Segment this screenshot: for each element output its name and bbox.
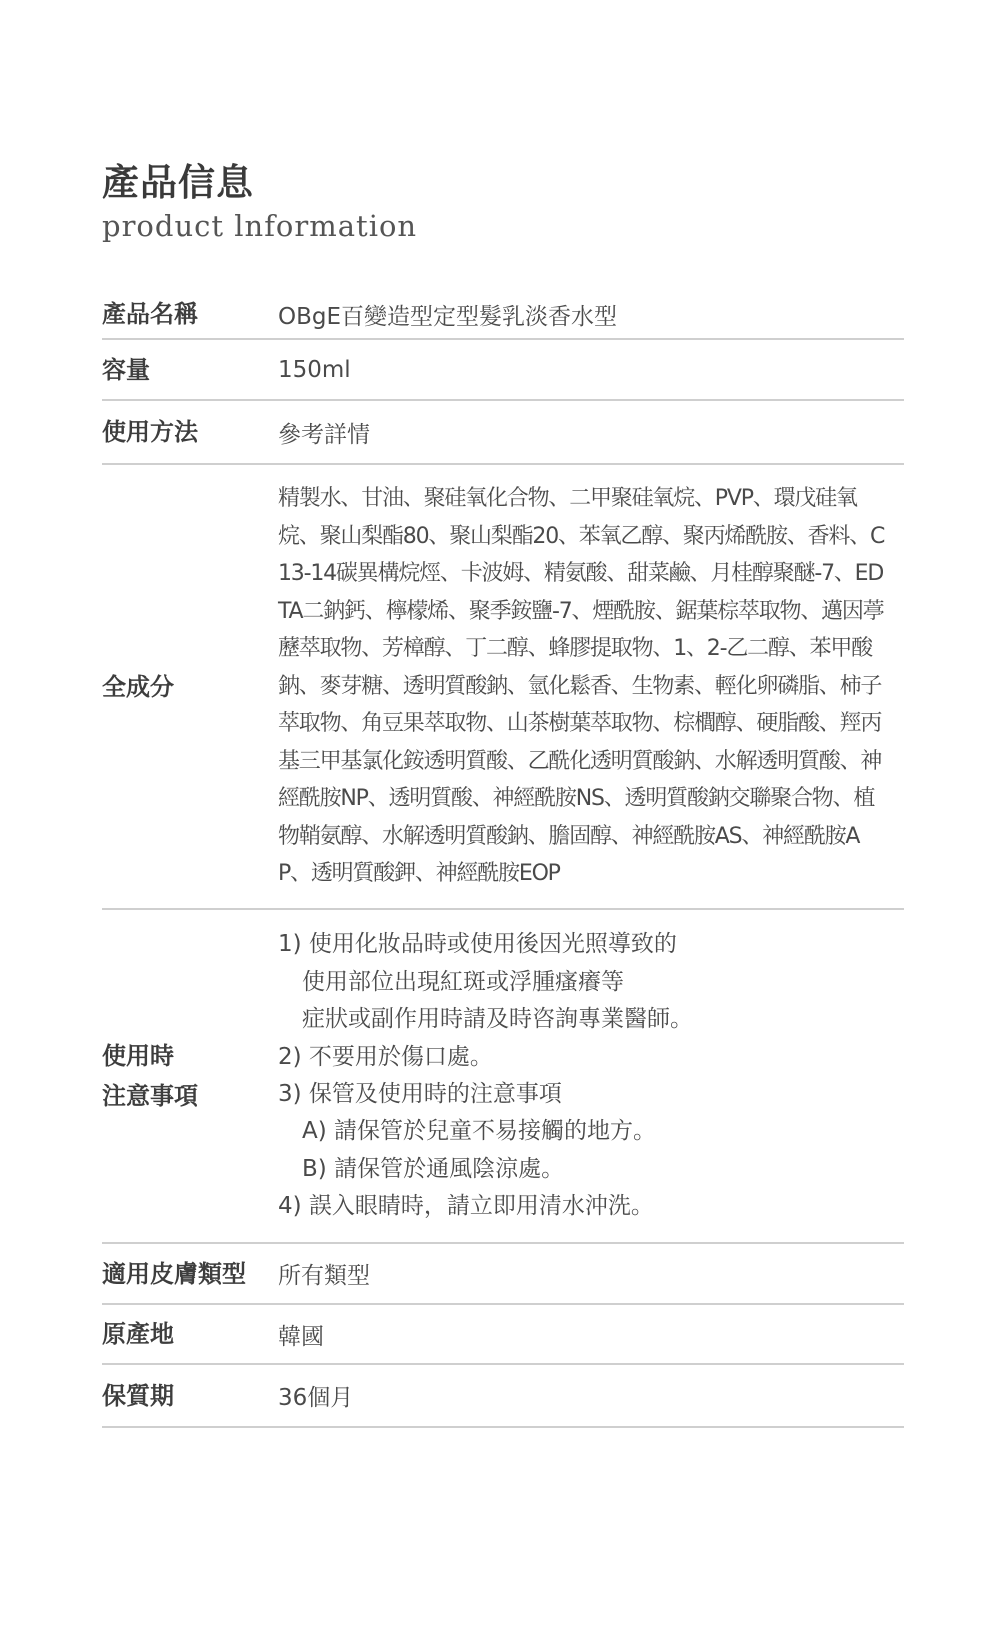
row-origin (102, 1305, 904, 1365)
row-label: 容量 (102, 355, 150, 384)
row-shelf-life (102, 1365, 904, 1428)
precaution-line: B) 請保管於通風陰涼處。 (302, 1155, 565, 1182)
row-value: 36個月 (278, 1385, 354, 1411)
row-label: 適用皮膚類型 (102, 1259, 246, 1288)
product-info-table (102, 290, 904, 1428)
row-skin-type (102, 1244, 904, 1305)
precaution-line: 2) 不要用於傷口處。 (278, 1043, 493, 1070)
row-label: 使用方法 (102, 418, 198, 446)
section-heading (102, 160, 417, 246)
ingredients-text: 精製水、甘油、聚硅氧化合物、二甲聚硅氧烷、PVP、環戊硅氧烷、聚山梨酯80、聚山梨酯20、苯氧乙醇、聚丙烯酰胺、香料、C13-14碳異構烷烴、卡波姆、精氨酸、甜菜鹼、月桂醇聚醚-7、EDTA二鈉鈣、檸檬烯、聚季銨鹽-7、煙酰胺、鋸葉棕萃取物、邁因葶藶萃取物、芳樟醇、丁二醇、蜂膠提取物、1、2-乙二醇、苯甲酸鈉、麥芽糖、透明質酸鈉、氫化鬆香、生物素、輕化卵磷脂、柿子萃取物、角豆果萃取物、山茶樹葉萃取物、棕櫚醇、硬脂酸、羥丙基三甲基氯化銨透明質酸、乙酰化透明質酸鈉、水解透明質酸、神經酰胺NP、透明質酸、神經酰胺NS、透明質酸鈉交聯聚合物、植物鞘氨醇、水解透明質酸鈉、膽固醇、神經酰胺AS、神經酰胺AP、透明質酸鉀、神經酰胺EOP (278, 486, 885, 887)
page-subtitle: product lnformation (102, 209, 418, 243)
row-value-wrap (278, 465, 904, 908)
row-product-name (102, 290, 904, 340)
row-volume (102, 340, 904, 401)
row-label: 使用時 注意事項 (102, 1042, 198, 1110)
precaution-line: 症狀或副作用時請及時咨詢專業醫師。 (302, 1006, 693, 1033)
precautions-list (278, 926, 693, 1225)
precaution-line: A) 請保管於兒童不易接觸的地方。 (302, 1118, 657, 1145)
page-title: 產品信息 (102, 161, 254, 204)
row-value: 150ml (278, 356, 351, 383)
row-value-wrap (278, 910, 904, 1242)
row-value: 所有類型 (278, 1263, 370, 1289)
row-label: 產品名稱 (102, 300, 198, 328)
row-value: 韓國 (278, 1323, 324, 1350)
precaution-line: 使用部位出現紅斑或浮腫瘙癢等 (302, 968, 624, 995)
row-precautions (102, 910, 904, 1244)
row-label: 保質期 (102, 1381, 174, 1410)
precaution-line: 3) 保管及使用時的注意事項 (278, 1081, 562, 1107)
precaution-line: 1) 使用化妝品時或使用後因光照導致的 (278, 931, 677, 958)
row-value: 參考詳情 (278, 421, 370, 448)
row-ingredients (102, 465, 904, 910)
row-usage (102, 401, 904, 465)
precaution-line: 4) 誤入眼睛時，請立即用清水沖洗。 (278, 1193, 654, 1220)
row-label: 原產地 (102, 1320, 174, 1348)
row-label: 全成分 (102, 672, 174, 701)
row-value: OBgE百變造型定型髮乳淡香水型 (278, 303, 618, 330)
